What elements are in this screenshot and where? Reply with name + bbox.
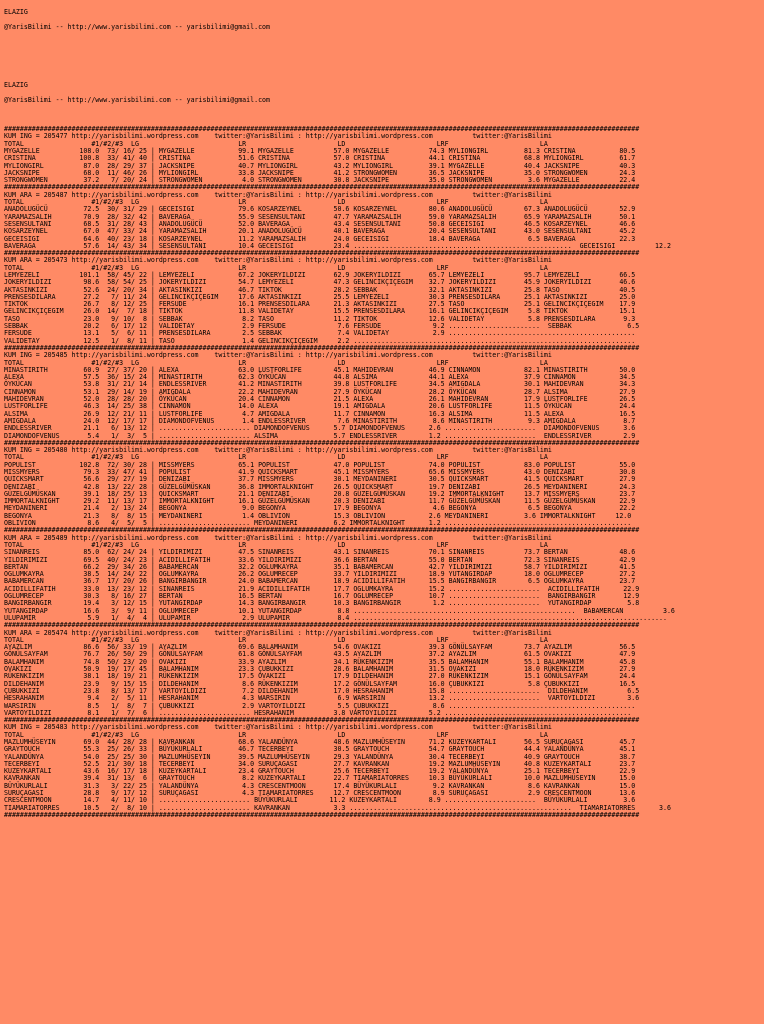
header-city: ELAZIG <box>4 8 28 17</box>
horse-row: SEBBAK 20.2 6/ 17/ 12 | VALIDETAY 2.9 FERSUDE 7.6 FERSUDE 9.2 ....................... SEBBAK 6.5 <box>4 322 640 331</box>
blank-line <box>4 38 764 45</box>
separator-line: ################################################################################################################################################################ <box>4 183 640 192</box>
horse-row: QUICKSMART 56.6 29/ 27/ 19 | DENIZABI 37.7 MISSMYERS 30.1 MEYDANINERI 30.5 QUICKSMART 41.5 QUICKSMART 27.9 <box>4 475 636 484</box>
separator-line: ################################################################################################################################################################ <box>4 343 640 352</box>
horse-row: DIAMONDOFVENUS 5.4 1/ 3/ 5 | ....................... ALSIMA 5.7 ENDLESSRIVER 1.2 ....................... ENDLESSRIVER 2.9 <box>4 431 636 440</box>
horse-row: ULUPAMIR 5.9 1/ 4/ 4 | ULUPAMIR 2.9 ULUPAMIR 8.4 ............................................................................... <box>4 613 667 622</box>
horse-row: TIAMARIATORRES 10.5 2/ 8/ 10 | ....................... KAVRANKAN 3.3 ........................................................ TIAMARIATORRES 3.6 <box>4 803 671 812</box>
horse-row: CINNAMON 53.1 29/ 14/ 19 | AMIGDALA 22.2 MAHIDEVRAN 27.9 ÖYKÜCAN 28.2 ÖYKÜCAN 28.7 ALSIMA 27.9 <box>4 387 636 396</box>
horse-row: AKTASINKIZI 52.6 24/ 20/ 34 | AKTASINKIZI 46.7 TIKTOK 28.2 SEBBAK 32.1 AKTASINKIZI 25.8 TASO 40.5 <box>4 285 636 294</box>
horse-row: ALEXA 57.5 36/ 15/ 24 | MINASTIRITH 62.3 ÖYKÜCAN 44.8 ALSIMA 44.1 ALEXA 37.9 CINNAMON 34.5 <box>4 373 636 382</box>
separator-line: ################################################################################################################################################################ <box>4 621 640 630</box>
column-header: TOTAL #1/#2/#3 LG LR LD LRF LA <box>4 453 548 462</box>
horse-row: ÇUBUKKIZI 23.8 8/ 13/ 17 | VARTOYILDIZI 7.2 DILDEHANIM 17.0 HESRAHANIM 15.8 ....................... DILDEHANIM 6.5 <box>4 686 640 695</box>
separator-line: ################################################################################################################################################################ <box>4 716 640 725</box>
horse-row: GELINCIKÇIÇEGIM 26.0 14/ 7/ 18 | TIKTOK 11.8 VALIDETAY 15.5 PRENSESDILARA 16.1 GELINCIKÇIÇEGIM 5.8 TIKTOK 15.1 <box>4 307 636 316</box>
race-title: KUM ING = 205477 http://yarisbilimi.wordpress.com twitter:@YarisBilimi : http://yarisbilimi.wordpress.com twitter:@YarisBilimi <box>4 132 552 141</box>
race-title: KUM ING = 205483 http://yarisbilimi.wordpress.com twitter:@YarisBilimi : http://yarisbilimi.wordpress.com twitter:@YarisBilimi <box>4 723 552 732</box>
horse-row: BANGIRBANGIR 19.4 3/ 12/ 15 | YUTANGIRDAP 14.3 BANGIRBANGIR 10.3 BANGIRBANGIR 1.2 ....................... YUTANGIRDAP 5.8 <box>4 599 640 608</box>
horse-row: VALIDETAY 12.5 1/ 8/ 11 | TASO 1.4 GELINCIKÇIÇEGIM 2.2 ....................................................................... <box>4 336 636 345</box>
horse-row: GRAYTOUCH 55.3 25/ 26/ 33 | BÜYÜKURLALI 46.7 TECERBEYI 30.5 GRAYTOUCH 54.7 GRAYTOUCH 44.4 YALANDÜNYA 45.1 <box>4 745 636 754</box>
blank-line <box>4 53 764 60</box>
horse-row: MEYDANINERI 21.4 2/ 13/ 24 | BEGONYA 9.0 BEGONYA 17.9 BEGONYA 4.6 BEGONYA 6.5 BEGONYA 22.2 <box>4 504 636 513</box>
horse-row: JACKSNIPE 68.0 11/ 46/ 26 | MYLIONGIRL 33.8 JACKSNIPE 41.2 STRONGWOMEN 36.5 JACKSNIPE 35.0 STRONGWOMEN 24.3 <box>4 168 636 177</box>
horse-row: AYAZLIM 86.6 56/ 33/ 19 | AYAZLIM 69.6 BALAMHANIM 54.6 OVAKIZI 39.3 GÖNÜLSAYFAM 73.7 AYAZLIM 56.5 <box>4 643 636 652</box>
separator-line: ################################################################################################################################################################ <box>4 438 640 447</box>
blank-line <box>4 68 764 75</box>
race-title: KUM ARA = 205473 http://yarisbilimi.wordpress.com twitter:@YarisBilimi : http://yarisbilimi.wordpress.com twitter:@YarisBilimi <box>4 256 552 265</box>
horse-row: OVAKIZI 50.9 19/ 17/ 45 | BALAMHANIM 23.3 ÇUBUKKIZI 28.6 BALAMHANIM 31.5 OVAKIZI 18.0 RÜKENKIZIM 27.9 <box>4 665 636 674</box>
horse-row: AMIGDALA 24.0 12/ 17/ 17 | DIAMONDOFVENUS 1.4 ENDLESSRIVER 7.6 MINASTIRITH 8.6 MINASTIRITH 9.3 AMIGDALA 8.7 <box>4 416 636 425</box>
header-city: ELAZIG <box>4 81 28 90</box>
horse-row: POPULIST 102.8 72/ 30/ 28 | MISSMYERS 65.1 POPULIST 47.0 POPULIST 74.0 POPULIST 83.0 POPULIST 55.0 <box>4 460 636 469</box>
horse-row: MISSMYERS 79.3 33/ 47/ 41 | POPULIST 41.9 QUICKSMART 45.1 MISSMYERS 65.6 MISSMYERS 43.0 DENIZABI 30.8 <box>4 468 636 476</box>
horse-row: DENIZABI 42.8 13/ 22/ 28 | GÜZELGÜMÜSKAN 36.8 IMMORTALKNIGHT 26.5 QUICKSMART 19.7 DENIZABI 26.5 MEYDANINERI 24.3 <box>4 482 636 491</box>
horse-row: TASO 23.0 9/ 10/ 8 | SEBBAK 8.2 TASO 11.2 TIKTOK 12.6 VALIDETAY 5.8 PRENSESDILARA 9.3 <box>4 314 636 323</box>
horse-row: SURUÇAGASI 28.8 9/ 17/ 12 | SURUÇAGASI 4.3 TIAMARIATORRES 12.7 CRESCENTMOON 8.9 SURUÇAGASI 2.9 CRESCENTMOON 13.6 <box>4 789 636 798</box>
horse-row: STRONGWOMEN 37.2 7/ 20/ 24 | STRONGWOMEN 4.0 STRONGWOMEN 30.8 JACKSNIPE 35.0 STRONGWOMEN 3.6 MYGAZELLE 22.4 <box>4 176 636 185</box>
header-contact: @YarisBilimi -- http://www.yarisbilimi.com -- yarisbilimi@gmail.com <box>4 95 270 104</box>
horse-row: OGLUMKAYRA 38.5 14/ 24/ 22 | OGLUMKAYRA 26.2 OGLUMRECEP 33.7 YILDIRIMIZI 18.9 YUTANGIRDAP 18.0 OGLUMRECEP 27.2 <box>4 570 636 579</box>
horse-row: MAHIDEVRAN 52.0 28/ 28/ 20 | ÖYKÜCAN 20.4 CINNAMON 21.5 ALEXA 26.1 MAHIDEVRAN 17.9 LUSTFORLIFE 26.5 <box>4 395 636 404</box>
horse-row: IMMORTALKNIGHT 29.2 11/ 13/ 17 | IMMORTALKNIGHT 16.1 GÜZELGÜMÜSKAN 20.3 DENIZABI 11.7 GÜZELGÜMÜSKAN 11.5 GÜZELGÜMÜSKAN 22.9 <box>4 497 636 506</box>
horse-row: OGLUMRECEP 30.3 8/ 16/ 27 | BERTAN 16.5 BERTAN 16.7 OGLUMRECEP 10.7 ....................... BANGIRBANGIR 12.9 <box>4 592 640 601</box>
horse-row: ENDLESSRIVER 21.1 6/ 13/ 12 | ....................... DIAMONDOFVENUS 5.7 DIAMONDOFVENUS 2.6 ....................... DIAMONDOFVENUS 3.6 <box>4 424 636 433</box>
horse-row: ANADOLUGÜCÜ 72.5 30/ 31/ 29 | GECEISIGI 79.6 KOSARZEYNEL 50.6 KOSARZEYNEL 80.6 ANADOLUGÜCÜ 67.3 ANADOLUGÜCÜ 52.9 <box>4 205 636 214</box>
horse-row: GECEISIGI 64.6 40/ 23/ 18 | KOSARZEYNEL 11.2 YARAMAZSALIH 24.0 GECEISIGI 18.4 BAVERAGA 6.5 BAVERAGA 22.3 <box>4 234 636 243</box>
horse-row: SINANREIS 85.0 62/ 24/ 24 | YILDIRIMIZI 47.5 SINANREIS 43.1 SINANREIS 70.1 SINANREIS 73.7 BERTAN 48.6 <box>4 548 636 557</box>
horse-row: BABAMERCAN 36.7 17/ 20/ 26 | BANGIRBANGIR 24.0 BABAMERCAN 18.9 ACIDILLIFATIH 15.5 BANGIRBANGIR 6.5 OGLUMKAYRA 23.7 <box>4 577 636 586</box>
horse-row: ALSIMA 26.9 12/ 21/ 11 | LUSTFORLIFE 4.7 AMIGDALA 11.7 CINNAMON 16.3 ALSIMA 11.5 ALEXA 16.5 <box>4 409 636 418</box>
column-header: TOTAL #1/#2/#3 LG LR LD LRF LA <box>4 635 548 644</box>
horse-row: FERSUDE 13.1 5/ 6/ 11 | PRENSESDILARA 2.5 SEBBAK 7.4 VALIDETAY 2.9 ............................................... <box>4 329 636 338</box>
horse-row: DILDEHANIM 23.9 9/ 15/ 15 | DILDEHANIM 8.6 RÜKENKIZIM 17.2 GÖNÜLSAYFAM 16.0 ÇUBUKKIZI 5.8 ÇUBUKKIZI 16.5 <box>4 679 636 688</box>
horse-row: MAZLUMHÜSEYIN 69.0 44/ 28/ 28 | KAVRANKAN 68.6 YALANDÜNYA 48.6 MAZLUMHÜSEYIN 71.2 KUZEYKARTALI 56.5 SURUÇAGASI 45.7 <box>4 737 636 746</box>
horse-row: LEMYEZELI 101.1 58/ 45/ 22 | LEMYEZELI 67.2 JOKERYILDIZI 62.9 JOKERYILDIZI 65.7 LEMYEZELI 95.7 LEMYEZELI 66.5 <box>4 270 636 279</box>
blank-line <box>4 111 764 118</box>
horse-row: JOKERYILDIZI 98.6 58/ 54/ 25 | JOKERYILDIZI 54.7 LEMYEZELI 47.3 GELINCIKÇIÇEGIM 32.7 JOKERYILDIZI 45.9 JOKERYILDIZI 46.6 <box>4 278 636 287</box>
horse-row: BEGONYA 21.3 8/ 8/ 15 | MEYDANINERI 1.4 OBLIVION 15.3 OBLIVION 2.6 MEYDANINERI 3.6 IMMORTALKNIGHT 12.0 <box>4 511 632 520</box>
horse-row: WARSIRIN 8.5 1/ 8/ 7 | ÇUBUKKIZI 2.9 VARTOYILDIZI 5.5 ÇUBUKKIZI 8.6 ............................................... <box>4 701 636 710</box>
horse-row: ACIDILLIFATIH 33.0 13/ 23/ 12 | SINANREIS 21.9 ACIDILLIFATIH 17.7 OGLUMKAYRA 15.2 ....................... ACIDILLIFATIH 22.9 <box>4 584 640 593</box>
column-header: TOTAL #1/#2/#3 LG LR LD LRF LA <box>4 263 548 272</box>
race-title: KUM ARA = 205474 http://yarisbilimi.wordpress.com twitter:@YarisBilimi : http://yarisbilimi.wordpress.com twitter:@YarisBilimi <box>4 628 552 637</box>
horse-row: YARAMAZSALIH 70.9 28/ 32/ 42 | BAVERAGA 55.9 SESENSULTANI 47.7 YARAMAZSALIH 59.0 YARAMAZSALIH 65.9 YARAMAZSALIH 50.1 <box>4 212 636 221</box>
column-header: TOTAL #1/#2/#3 LG LR LD LRF LA <box>4 358 548 367</box>
horse-row: HESRAHANIM 9.4 2/ 5/ 11 | HESRAHANIM 4.3 WARSIRIN 6.9 WARSIRIN 13.2 ....................... VARTOYILDIZI 3.6 <box>4 694 640 703</box>
horse-row: BALAMHANIM 74.8 50/ 23/ 20 | OVAKIZI 33.9 AYAZLIM 34.1 RÜKENKIZIM 35.5 BALAMHANIM 55.1 BALAMHANIM 45.8 <box>4 657 636 666</box>
horse-row: YUTANGIRDAP 16.6 3/ 9/ 11 | OGLUMRECEP 10.1 YUTANGIRDAP 8.8 ........................................................ BABAMERCAN 3.6 <box>4 606 675 615</box>
race-title: KUM ARA = 205487 http://yarisbilimi.wordpress.com twitter:@YarisBilimi : http://yarisbilimi.wordpress.com twitter:@YarisBilimi <box>4 190 552 199</box>
race-blocks <box>4 125 764 819</box>
separator-line: ################################################################################################################################################################ <box>4 526 640 535</box>
horse-row: YALANDÜNYA 54.0 25/ 25/ 30 | MAZLUMHÜSEYIN 39.5 MAZLUMHÜSEYIN 29.3 YALANDÜNYA 30.4 TECERBEYI 40.9 GRAYTOUCH 38.7 <box>4 752 636 761</box>
horse-row: YILDIRIMIZI 69.5 40/ 24/ 23 | ACIDILLIFATIH 33.6 YILDIRIMIZI 36.6 BERTAN 55.0 BERTAN 72.3 SINANREIS 42.9 <box>4 555 636 564</box>
horse-row: CRISTINA 100.8 33/ 41/ 40 | CRISTINA 51.6 CRISTINA 57.0 CRISTINA 44.1 CRISTINA 68.8 MYLIONGIRL 61.7 <box>4 154 636 163</box>
race-title: KUM ING = 205480 http://yarisbilimi.wordpress.com twitter:@YarisBilimi : http://yarisbilimi.wordpress.com twitter:@YarisBilimi <box>4 446 552 455</box>
horse-row: MYGAZELLE 108.0 73/ 16/ 25 | MYGAZELLE 99.1 MYGAZELLE 57.0 MYGAZELLE 74.3 MYLIONGIRL 81.3 CRISTINA 80.5 <box>4 146 636 155</box>
horse-row: GÜZELGÜMÜSKAN 39.1 18/ 25/ 13 | QUICKSMART 21.1 DENIZABI 20.8 GÜZELGÜMÜSKAN 19.2 IMMORTALKNIGHT 13.7 MISSMYERS 23.7 <box>4 489 636 498</box>
horse-row: ÖYKÜCAN 53.8 31/ 21/ 14 | ENDLESSRIVER 41.2 MINASTIRITH 39.8 LUSTFORLIFE 34.5 AMIGDALA 30.1 MAHIDEVRAN 34.3 <box>4 380 636 389</box>
horse-row: GÖNÜLSAYFAM 76.7 26/ 50/ 29 | GÖNÜLSAYFAM 61.8 GÖNÜLSAYFAM 43.5 AYAZLIM 37.2 AYAZLIM 61.5 OVAKIZI 47.9 <box>4 650 636 659</box>
horse-row: BERTAN 66.2 29/ 34/ 26 | BABAMERCAN 32.2 OGLUMKAYRA 35.1 BABAMERCAN 42.7 YILDIRIMIZI 58.7 YILDIRIMIZI 41.5 <box>4 562 636 571</box>
horse-row: KUZEYKARTALI 43.6 16/ 17/ 18 | KUZEYKARTALI 23.4 GRAYTOUCH 25.6 TECERBEYI 19.2 YALANDÜNYA 25.1 TECERBEYI 22.9 <box>4 767 636 776</box>
horse-row: TIKTOK 26.7 8/ 12/ 25 | FERSUDE 16.1 PRENSESDILARA 21.3 AKTASINKIZI 27.5 TASO 25.1 GELINCIKÇIÇEGIM 17.9 <box>4 300 636 309</box>
separator-line: ################################################################################################################################################################ <box>4 125 640 134</box>
separator-line: ################################################################################################################################################################ <box>4 249 640 258</box>
horse-row: MINASTIRITH 60.9 27/ 37/ 20 | ALEXA 63.0 LUSTFORLIFE 45.1 MAHIDEVRAN 46.9 CINNAMON 82.1 MINASTIRITH 50.0 <box>4 365 636 374</box>
horse-row: CRESCENTMOON 14.7 4/ 11/ 10 | ....................... BÜYÜKURLALI 11.2 KUZEYKARTALI 8.9 ....................... BÜYÜKURLALI 3.6 <box>4 796 636 805</box>
horse-row: RÜKENKIZIM 38.1 18/ 19/ 21 | RÜKENKIZIM 17.5 OVAKIZI 17.9 DILDEHANIM 27.0 RÜKENKIZIM 15.1 GÖNÜLSAYFAM 24.4 <box>4 672 636 681</box>
horse-row: VARTOYILDIZI 8.1 1/ 7/ 6 | ....................... HESRAHANIM 3.8 VARTOYILDIZI 5.2 ............................................... <box>4 708 632 717</box>
race-title: KUM ARA = 205489 http://yarisbilimi.wordpress.com twitter:@YarisBilimi : http://yarisbilimi.wordpress.com twitter:@YarisBilimi <box>4 533 552 542</box>
race-title: KUM ING = 205485 http://yarisbilimi.wordpress.com twitter:@YarisBilimi : http://yarisbilimi.wordpress.com twitter:@YarisBilimi <box>4 351 552 360</box>
horse-row: OBLIVION 8.6 4/ 5/ 5 | ....................... MEYDANINERI 6.2 IMMORTALKNIGHT 1.2 ............................................... <box>4 519 632 528</box>
horse-row: TECERBEYI 52.5 21/ 30/ 18 | TECERBEYI 34.0 SURUÇAGASI 27.7 KAVRANKAN 19.2 MAZLUMHÜSEYIN 40.8 KUZEYKARTALI 23.7 <box>4 759 636 768</box>
header-contact: @YarisBilimi -- http://www.yarisbilimi.com -- yarisbilimi@gmail.com <box>4 22 270 31</box>
horse-row: KAVRANKAN 39.4 31/ 13/ 6 | GRAYTOUCH 8.2 KUZEYKARTALI 22.7 TIAMARIATORRES 10.3 BÜYÜKURLALI 10.0 MAZLUMHÜSEYIN 15.0 <box>4 774 636 783</box>
horse-row: LUSTFORLIFE 46.3 14/ 25/ 38 | CINNAMON 14.0 ALEXA 19.1 AMIGDALA 20.6 LUSTFORLIFE 11.5 ÖYKÜCAN 24.4 <box>4 402 636 411</box>
horse-row: PRENSESDILARA 27.2 7/ 11/ 24 | GELINCIKÇIÇEGIM 17.6 AKTASINKIZI 25.5 LEMYEZELI 30.3 PRENSESDILARA 25.1 AKTASINKIZI 25.0 <box>4 292 636 301</box>
horse-row: SESENSULTANI 68.5 31/ 28/ 43 | ANADOLUGÜCÜ 52.0 BAVERAGA 43.4 SESENSULTANI 50.8 GECEISIGI 46.5 KOSARZEYNEL 46.6 <box>4 219 636 228</box>
horse-row: BAVERAGA 57.6 14/ 43/ 34 | SESENSULTANI 10.4 GECEISIGI 23.4 ....................................................... GECEISIGI 12.2 <box>4 241 671 250</box>
column-header: TOTAL #1/#2/#3 LG LR LD LRF LA <box>4 730 548 739</box>
separator-line: ################################################################################################################################################################ <box>4 810 640 819</box>
column-header: TOTAL #1/#2/#3 LG LR LD LRF LA <box>4 139 548 148</box>
horse-row: MYLIONGIRL 87.0 28/ 29/ 37 | JACKSNIPE 40.7 MYLIONGIRL 43.2 MYLIONGIRL 39.1 MYGAZELLE 40.4 JACKSNIPE 40.3 <box>4 161 636 170</box>
column-header: TOTAL #1/#2/#3 LG LR LD LRF LA <box>4 540 548 549</box>
horse-row: BÜYÜKURLALI 31.3 3/ 22/ 25 | YALANDÜNYA 4.3 CRESCENTMOON 17.4 BÜYÜKURLALI 9.2 KAVRANKAN 8.6 KAVRANKAN 15.0 <box>4 781 636 790</box>
horse-row: KOSARZEYNEL 67.0 47/ 33/ 24 | YARAMAZSALIH 20.1 ANADOLUGÜCÜ 40.1 BAVERAGA 20.4 SESENSULTANI 43.0 SESENSULTANI 45.2 <box>4 227 636 236</box>
column-header: TOTAL #1/#2/#3 LG LR LD LRF LA <box>4 198 548 207</box>
